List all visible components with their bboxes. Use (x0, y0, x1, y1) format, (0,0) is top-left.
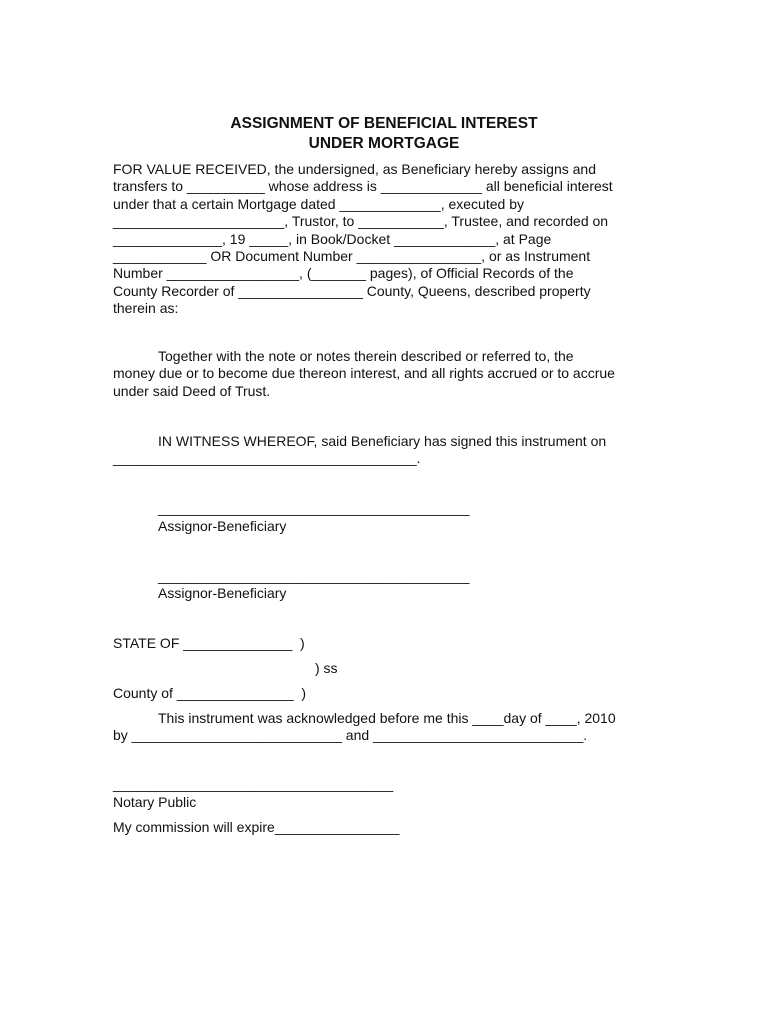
paragraph-together-with (113, 348, 658, 400)
signature-label-2: Assignor-Beneficiary (158, 585, 287, 601)
paragraph-line: FOR VALUE RECEIVED, the undersigned, as Beneficiary hereby assigns and (113, 161, 596, 177)
document-title-line-1: ASSIGNMENT OF BENEFICIAL INTEREST (230, 115, 538, 132)
paragraph-line: IN WITNESS WHEREOF, said Beneficiary has signed this instrument on (158, 433, 607, 449)
paragraph-line: by ___________________________ and ___________________________. (113, 727, 588, 744)
document-title-line-2: UNDER MORTGAGE (308, 135, 460, 152)
paragraph-line: money due or to become due thereon interest, and all rights accrued or to accrue (113, 365, 615, 382)
state-of-line: STATE OF ______________ ) (113, 635, 305, 651)
signature-label-1: Assignor-Beneficiary (158, 518, 287, 534)
paragraph-line: ______________, 19 _____, in Book/Docket _____________, at Page (113, 230, 552, 247)
commission-expiry-line: My commission will expire________________ (113, 819, 400, 835)
signature-line-1: ________________________________________ (158, 500, 470, 516)
paragraph-line: This instrument was acknowledged before me this ____day of ____, 2010 (158, 710, 616, 726)
paragraph-in-witness-whereof (113, 433, 658, 468)
acknowledgment-paragraph (113, 710, 658, 745)
county-of-line: County of _______________ ) (113, 685, 307, 701)
paragraph-for-value-received (113, 161, 658, 318)
paragraph-line: Number _________________, (_______ pages), of Official Records of the (113, 265, 574, 282)
notary-public-label: Notary Public (113, 794, 197, 810)
paragraph-line: County Recorder of ________________ County, Queens, described property (113, 282, 591, 299)
paragraph-line: ______________________, Trustor, to ___________, Trustee, and recorded on (113, 213, 609, 230)
notary-signature-line: ____________________________________ (113, 776, 394, 792)
ss-line: ) ss (315, 660, 338, 676)
paragraph-line: transfers to __________ whose address is _____________ all beneficial interest (113, 178, 613, 195)
paragraph-line: therein as: (113, 300, 179, 317)
signature-line-2: ________________________________________ (158, 568, 470, 584)
paragraph-line: ____________ OR Document Number ________________, or as Instrument (113, 248, 591, 265)
paragraph-line: Together with the note or notes therein described or referred to, the (158, 348, 574, 364)
paragraph-line: _______________________________________. (113, 450, 421, 467)
paragraph-line: under said Deed of Trust. (113, 382, 271, 399)
paragraph-line: under that a certain Mortgage dated _____________, executed by (113, 195, 524, 212)
